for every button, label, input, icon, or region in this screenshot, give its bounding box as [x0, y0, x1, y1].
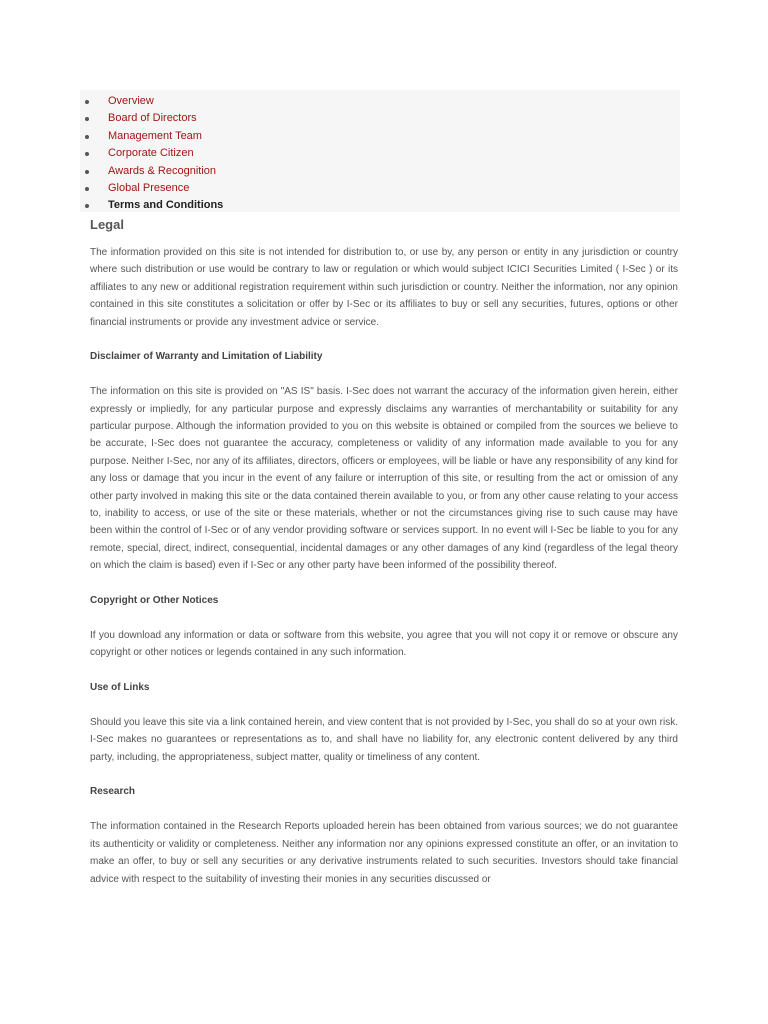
use-of-links-heading: Use of Links [90, 682, 150, 694]
research-heading: Research [90, 786, 136, 798]
nav-item-awards-recognition[interactable] [80, 163, 680, 180]
use-of-links-paragraph: Should you leave this site via a link contained herein, and view content that is not provided by I-Sec, you shall do so at your own risk. I-Sec makes no guarantees or representations as to, and shall have no liability for, any electronic content delivered by any third party, including, the appropriateness, subject matter, quality or timeliness of any content. [90, 716, 678, 763]
bullet-icon [85, 170, 89, 174]
research-paragraph: The information contained in the Research Reports uploaded herein has been obtained from various sources; we do not guarantee its authenticity or validity or completeness. Neither any information nor any opinions expressed constitute an offer, or an invitation to make an offer, to buy or sell any securities or any derivative instruments related to such securities. Investors should take financial advice with respect to the suitability of investing their monies in any securities discussed or [90, 821, 678, 885]
nav-link-corporate-citizen[interactable]: Corporate Citizen [108, 147, 194, 160]
copyright-paragraph: If you download any information or data or software from this website, you agree that you will not copy it or remove or obscure any copyright or other notices or legends contained in any such information. [90, 629, 678, 659]
nav-item-board-of-directors[interactable] [80, 110, 680, 127]
nav-link-overview[interactable]: Overview [108, 95, 154, 107]
bullet-icon [85, 152, 89, 156]
bullet-icon [85, 117, 89, 121]
legal-intro-paragraph: The information provided on this site is not intended for distribution to, or use by, any person or entity in any jurisdiction or country where such distribution or use would be contrary to law or regulation or which would subject ICICI Securities Limited ( I-Sec ) or its affiliates to any new or additional registration requirement within such jurisdiction or country. Neither the information, nor any opinion contained in this site constitutes a solicitation or offer by I-Sec or its affiliates to buy or sell any securities, futures, options or other financial instruments or provide any investment advice or service. [90, 247, 678, 328]
copyright-heading: Copyright or Other Notices [90, 595, 219, 607]
nav-item-management-team[interactable] [80, 128, 680, 145]
disclaimer-heading: Disclaimer of Warranty and Limitation of Liability [90, 351, 323, 363]
legal-content [90, 216, 678, 888]
nav-item-corporate-citizen[interactable] [80, 145, 680, 162]
bullet-icon [85, 204, 89, 208]
legal-title: Legal [90, 217, 124, 232]
nav-link-board-of-directors[interactable]: Board of Directors [108, 112, 197, 125]
nav-link-global-presence[interactable]: Global Presence [108, 181, 190, 194]
nav-link-awards-recognition[interactable]: Awards & Recognition [108, 164, 217, 177]
bullet-icon [85, 187, 89, 191]
bullet-icon [85, 135, 89, 139]
nav-list [80, 90, 680, 215]
about-nav-menu [80, 90, 680, 212]
nav-item-terms-and-conditions [80, 197, 680, 214]
nav-current-terms-and-conditions: Terms and Conditions [108, 199, 224, 212]
disclaimer-paragraph: The information on this site is provided on "AS IS" basis. I-Sec does not warrant the accuracy of the information given herein, either expressly or impliedly, for any particular purpose and expressly disclaims any warranties of merchantability or suitability for any particular purpose. Although the information provided to you on this website is obtained or compiled from the sources we believe to be accurate, I-Sec does not guarantee the accuracy, completeness or validity of any information made available to you for any purpose. Neither I-Sec, nor any of its affiliates, directors, officers or employees, will be liable or have any responsibility of any kind for any loss or damage that you incur in the event of any failure or interruption of this site, or resulting from the act or omission of any other party involved in making this site or the data contained therein available to you, or from any other cause relating to your access to, inability to access, or use of the site or these materials, whether or not the circumstances giving rise to such cause may have been within the control of I-Sec or of any vendor providing software or services support. In no event will I-Sec be liable to you for any remote, special, direct, indirect, consequential, incidental damages or any other damages of any kind (regardless of the legal theory on which the claim is based) even if I-Sec or any other party have been informed of the possibility thereof. [90, 386, 678, 572]
bullet-icon [85, 100, 89, 104]
nav-item-global-presence[interactable] [80, 180, 680, 197]
nav-item-overview[interactable] [80, 93, 680, 110]
nav-link-management-team[interactable]: Management Team [108, 129, 202, 142]
